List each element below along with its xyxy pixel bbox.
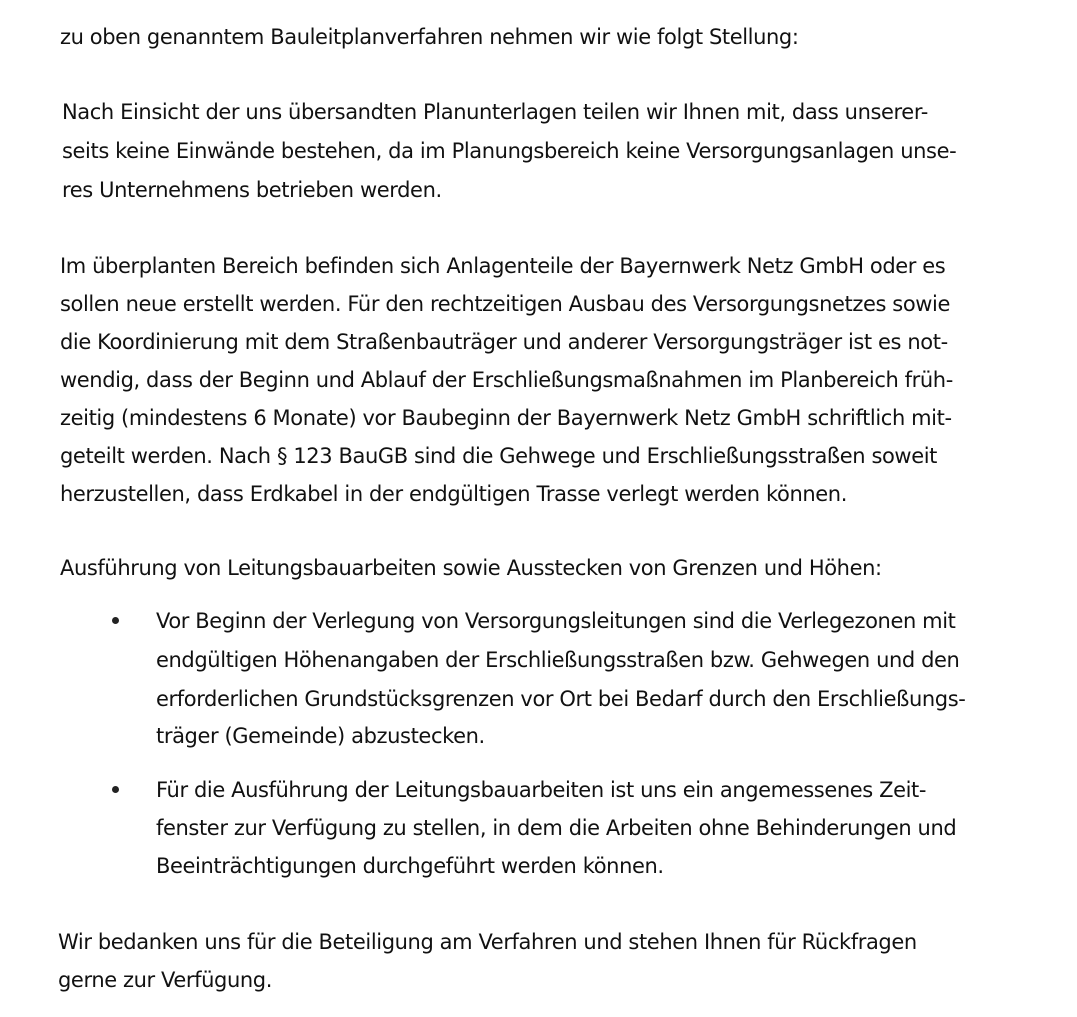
paragraph-line: herzustellen, dass Erdkabel in der endgültigen Trasse verlegt werden können. [60, 482, 847, 506]
paragraph-line: zeitig (mindestens 6 Monate) vor Baubeginn der Bayernwerk Netz GmbH schriftlich mit- [60, 406, 952, 430]
paragraph-line: res Unternehmens betrieben werden. [62, 178, 442, 202]
intro-line: zu oben genanntem Bauleitplanverfahren nehmen wir wie folgt Stellung: [60, 25, 799, 49]
paragraph-line: gerne zur Verfügung. [58, 968, 273, 992]
paragraph-line: sollen neue erstellt werden. Für den rechtzeitigen Ausbau des Versorgungsnetzes sowie [60, 292, 951, 316]
bullet-dot-icon [112, 786, 119, 793]
list-item-line: Beeinträchtigungen durchgeführt werden können. [156, 854, 664, 878]
paragraph-line: Im überplanten Bereich befinden sich Anlagenteile der Bayernwerk Netz GmbH oder es [60, 254, 946, 278]
paragraph-line: die Koordinierung mit dem Straßenbauträger und anderer Versorgungsträger ist es not- [60, 330, 948, 354]
list-item-line: träger (Gemeinde) abzustecken. [156, 724, 485, 748]
section-heading: Ausführung von Leitungsbauarbeiten sowie Ausstecken von Grenzen und Höhen: [60, 556, 882, 580]
bullet-dot-icon [112, 617, 119, 624]
paragraph-line: wendig, dass der Beginn und Ablauf der Erschließungsmaßnahmen im Planbereich früh- [60, 368, 953, 392]
list-item-line: erforderlichen Grundstücksgrenzen vor Ort bei Bedarf durch den Erschließungs- [156, 687, 966, 711]
list-item-line: Vor Beginn der Verlegung von Versorgungsleitungen sind die Verlegezonen mit [156, 609, 956, 633]
paragraph-line: Nach Einsicht der uns übersandten Planunterlagen teilen wir Ihnen mit, dass unserer- [62, 100, 928, 124]
paragraph-line: Wir bedanken uns für die Beteiligung am Verfahren und stehen Ihnen für Rückfragen [58, 930, 917, 954]
list-item-line: fenster zur Verfügung zu stellen, in dem die Arbeiten ohne Behinderungen und [156, 816, 957, 840]
paragraph-line: geteilt werden. Nach § 123 BauGB sind die Gehwege und Erschließungsstraßen soweit [60, 444, 937, 468]
list-item-line: endgültigen Höhenangaben der Erschließungsstraßen bzw. Gehwegen und den [156, 648, 960, 672]
paragraph-line: seits keine Einwände bestehen, da im Planungsbereich keine Versorgungsanlagen unse- [62, 139, 957, 163]
list-item-line: Für die Ausführung der Leitungsbauarbeiten ist uns ein angemessenes Zeit- [156, 778, 927, 802]
